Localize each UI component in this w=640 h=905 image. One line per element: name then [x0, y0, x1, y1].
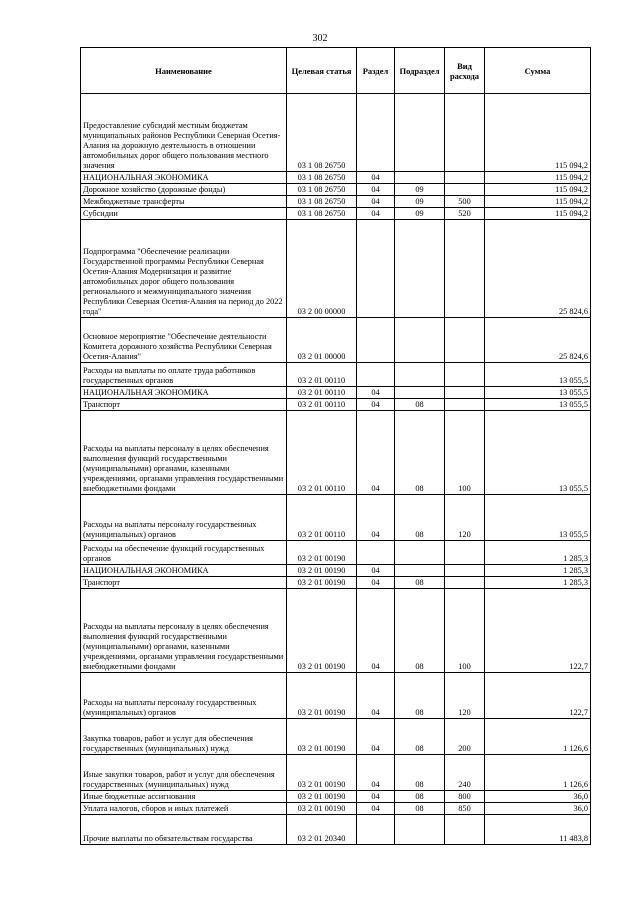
row-subsection	[395, 318, 445, 363]
row-exp-type: 520	[445, 208, 485, 220]
row-exp-type	[445, 184, 485, 196]
table-row	[81, 565, 591, 577]
row-sum: 13 055,5	[485, 411, 591, 495]
row-exp-type	[445, 220, 485, 318]
row-section: 04	[357, 791, 395, 803]
row-subsection: 08	[395, 673, 445, 719]
row-article: 03 2 00 00000	[287, 220, 357, 318]
row-name: Межбюджетные трансферты	[81, 196, 287, 208]
row-article: 03 2 01 00190	[287, 577, 357, 589]
table-row	[81, 363, 591, 387]
row-article: 03 2 01 00110	[287, 495, 357, 541]
row-section: 04	[357, 589, 395, 673]
table-row	[81, 184, 591, 196]
table-row	[81, 399, 591, 411]
row-name: Закупка товаров, работ и услуг для обеспечения государственных (муниципальных) нужд	[81, 719, 287, 755]
row-sum: 115 094,2	[485, 94, 591, 172]
row-name: Прочие выплаты по обязательствам государства	[81, 815, 287, 845]
row-name: НАЦИОНАЛЬНАЯ ЭКОНОМИКА	[81, 172, 287, 184]
row-section: 04	[357, 673, 395, 719]
row-exp-type: 850	[445, 803, 485, 815]
row-section: 04	[357, 387, 395, 399]
row-section: 04	[357, 803, 395, 815]
row-sum: 1 126,6	[485, 719, 591, 755]
row-article: 03 1 08 26750	[287, 94, 357, 172]
row-name: Расходы на выплаты персоналу в целях обеспечения выполнения функций государственными (муниципальными) органами, казенными учреждениями, органами управления государственными внебюджетными фондами	[81, 589, 287, 673]
row-name: Транспорт	[81, 577, 287, 589]
table-body	[81, 94, 591, 845]
page-number: 302	[312, 33, 328, 44]
row-article: 03 2 01 00190	[287, 803, 357, 815]
row-name: Расходы на выплаты персоналу в целях обеспечения выполнения функций государственными (муниципальными) органами, казенными учреждениями, органами управления государственными внебюджетными фондами	[81, 411, 287, 495]
row-sum: 13 055,5	[485, 495, 591, 541]
row-name: Расходы на выплаты персоналу государственных (муниципальных) органов	[81, 495, 287, 541]
row-exp-type: 100	[445, 589, 485, 673]
row-article: 03 2 01 00190	[287, 565, 357, 577]
row-sum: 13 055,5	[485, 363, 591, 387]
budget-table	[80, 47, 591, 845]
row-subsection: 09	[395, 208, 445, 220]
row-sum: 25 824,6	[485, 318, 591, 363]
table-row	[81, 220, 591, 318]
row-article: 03 1 08 26750	[287, 184, 357, 196]
row-sum: 36,0	[485, 803, 591, 815]
row-exp-type	[445, 565, 485, 577]
row-section: 04	[357, 755, 395, 791]
row-subsection: 08	[395, 495, 445, 541]
row-article: 03 2 01 00110	[287, 399, 357, 411]
header-row	[81, 48, 591, 94]
row-subsection: 09	[395, 184, 445, 196]
table-row	[81, 196, 591, 208]
row-section: 04	[357, 577, 395, 589]
row-name: Расходы на обеспечение функций государственных органов	[81, 541, 287, 565]
row-name: Предоставление субсидий местным бюджетам муниципальных районов Республики Северная Осетия-Алания на дорожную деятельность в отношении автомобильных дорог общего пользования местного значения	[81, 94, 287, 172]
row-name: Подпрограмма "Обеспечение реализации Государственной программы Республики Северная Осетия-Алания Модернизация и развитие автомобильных дорог общего пользования регионального и межмуниципального значения Республики Северная Осетия-Алания на период до 2022 года"	[81, 220, 287, 318]
row-article: 03 2 01 00110	[287, 363, 357, 387]
row-section: 04	[357, 719, 395, 755]
row-exp-type	[445, 399, 485, 411]
row-article: 03 1 08 26750	[287, 208, 357, 220]
table-row	[81, 589, 591, 673]
table-row	[81, 208, 591, 220]
row-name: Субсидии	[81, 208, 287, 220]
row-exp-type: 120	[445, 673, 485, 719]
row-exp-type	[445, 387, 485, 399]
header-name: Наименование	[81, 48, 287, 94]
row-section	[357, 318, 395, 363]
row-section: 04	[357, 184, 395, 196]
row-name: Иные бюджетные ассигнования	[81, 791, 287, 803]
row-exp-type: 800	[445, 791, 485, 803]
row-subsection: 08	[395, 411, 445, 495]
row-section	[357, 815, 395, 845]
row-exp-type	[445, 577, 485, 589]
row-sum: 122,7	[485, 673, 591, 719]
header-subsection: Подраздел	[395, 48, 445, 94]
row-article: 03 1 08 26750	[287, 196, 357, 208]
row-exp-type	[445, 541, 485, 565]
row-subsection: 08	[395, 577, 445, 589]
row-article: 03 2 01 00110	[287, 387, 357, 399]
row-section: 04	[357, 565, 395, 577]
row-sum: 115 094,2	[485, 208, 591, 220]
row-article: 03 2 01 00190	[287, 755, 357, 791]
row-subsection	[395, 172, 445, 184]
row-article: 03 2 01 00190	[287, 791, 357, 803]
row-subsection	[395, 363, 445, 387]
row-article: 03 2 01 00110	[287, 411, 357, 495]
row-subsection	[395, 387, 445, 399]
row-article: 03 2 01 00190	[287, 719, 357, 755]
row-sum: 13 055,5	[485, 399, 591, 411]
table-row	[81, 495, 591, 541]
table-row	[81, 541, 591, 565]
row-subsection: 08	[395, 803, 445, 815]
row-section: 04	[357, 196, 395, 208]
row-subsection	[395, 815, 445, 845]
row-section	[357, 363, 395, 387]
row-section: 04	[357, 411, 395, 495]
row-name: Уплата налогов, сборов и иных платежей	[81, 803, 287, 815]
row-sum: 13 055,5	[485, 387, 591, 399]
row-name: Расходы на выплаты по оплате труда работников государственных органов	[81, 363, 287, 387]
row-name: Расходы на выплаты персоналу государственных (муниципальных) органов	[81, 673, 287, 719]
row-sum: 11 483,8	[485, 815, 591, 845]
row-exp-type: 120	[445, 495, 485, 541]
row-exp-type: 240	[445, 755, 485, 791]
row-article: 03 2 01 20340	[287, 815, 357, 845]
row-name: Основное мероприятие "Обеспечение деятельности Комитета дорожного хозяйства Республики Северная Осетия-Алания"	[81, 318, 287, 363]
row-article: 03 2 01 00190	[287, 589, 357, 673]
table-row	[81, 791, 591, 803]
row-sum: 1 126,6	[485, 755, 591, 791]
row-subsection	[395, 541, 445, 565]
table-row	[81, 577, 591, 589]
row-sum: 122,7	[485, 589, 591, 673]
row-exp-type	[445, 172, 485, 184]
row-exp-type	[445, 318, 485, 363]
table-row	[81, 755, 591, 791]
row-subsection: 08	[395, 399, 445, 411]
row-subsection	[395, 565, 445, 577]
row-sum: 1 285,3	[485, 541, 591, 565]
header-article: Целевая статья	[287, 48, 357, 94]
row-sum: 115 094,2	[485, 196, 591, 208]
row-subsection: 08	[395, 755, 445, 791]
row-exp-type: 200	[445, 719, 485, 755]
row-exp-type	[445, 94, 485, 172]
row-article: 03 1 08 26750	[287, 172, 357, 184]
row-section	[357, 94, 395, 172]
row-section	[357, 220, 395, 318]
row-sum: 115 094,2	[485, 184, 591, 196]
row-subsection: 08	[395, 719, 445, 755]
header-section: Раздел	[357, 48, 395, 94]
table-row	[81, 673, 591, 719]
table-row	[81, 803, 591, 815]
row-name: Дорожное хозяйство (дорожные фонды)	[81, 184, 287, 196]
row-exp-type	[445, 815, 485, 845]
row-name: НАЦИОНАЛЬНАЯ ЭКОНОМИКА	[81, 387, 287, 399]
table-row	[81, 719, 591, 755]
row-exp-type: 100	[445, 411, 485, 495]
row-exp-type: 500	[445, 196, 485, 208]
row-subsection: 08	[395, 589, 445, 673]
row-section: 04	[357, 172, 395, 184]
table-row	[81, 94, 591, 172]
row-subsection	[395, 220, 445, 318]
row-article: 03 2 01 00190	[287, 541, 357, 565]
table-row	[81, 318, 591, 363]
row-sum: 25 824,6	[485, 220, 591, 318]
row-article: 03 2 01 00000	[287, 318, 357, 363]
table-row	[81, 815, 591, 845]
row-section: 04	[357, 495, 395, 541]
row-section: 04	[357, 399, 395, 411]
row-sum: 115 094,2	[485, 172, 591, 184]
header-exp-type: Вид расхода	[445, 48, 485, 94]
row-name: Иные закупки товаров, работ и услуг для обеспечения государственных (муниципальных) нужд	[81, 755, 287, 791]
row-section	[357, 541, 395, 565]
row-sum: 36,0	[485, 791, 591, 803]
row-subsection: 09	[395, 196, 445, 208]
header-sum: Сумма	[485, 48, 591, 94]
row-article: 03 2 01 00190	[287, 673, 357, 719]
table-row	[81, 172, 591, 184]
row-name: Транспорт	[81, 399, 287, 411]
row-sum: 1 285,3	[485, 577, 591, 589]
row-subsection: 08	[395, 791, 445, 803]
row-exp-type	[445, 363, 485, 387]
row-name: НАЦИОНАЛЬНАЯ ЭКОНОМИКА	[81, 565, 287, 577]
table-row	[81, 411, 591, 495]
row-subsection	[395, 94, 445, 172]
table-row	[81, 387, 591, 399]
row-sum: 1 285,3	[485, 565, 591, 577]
row-section: 04	[357, 208, 395, 220]
